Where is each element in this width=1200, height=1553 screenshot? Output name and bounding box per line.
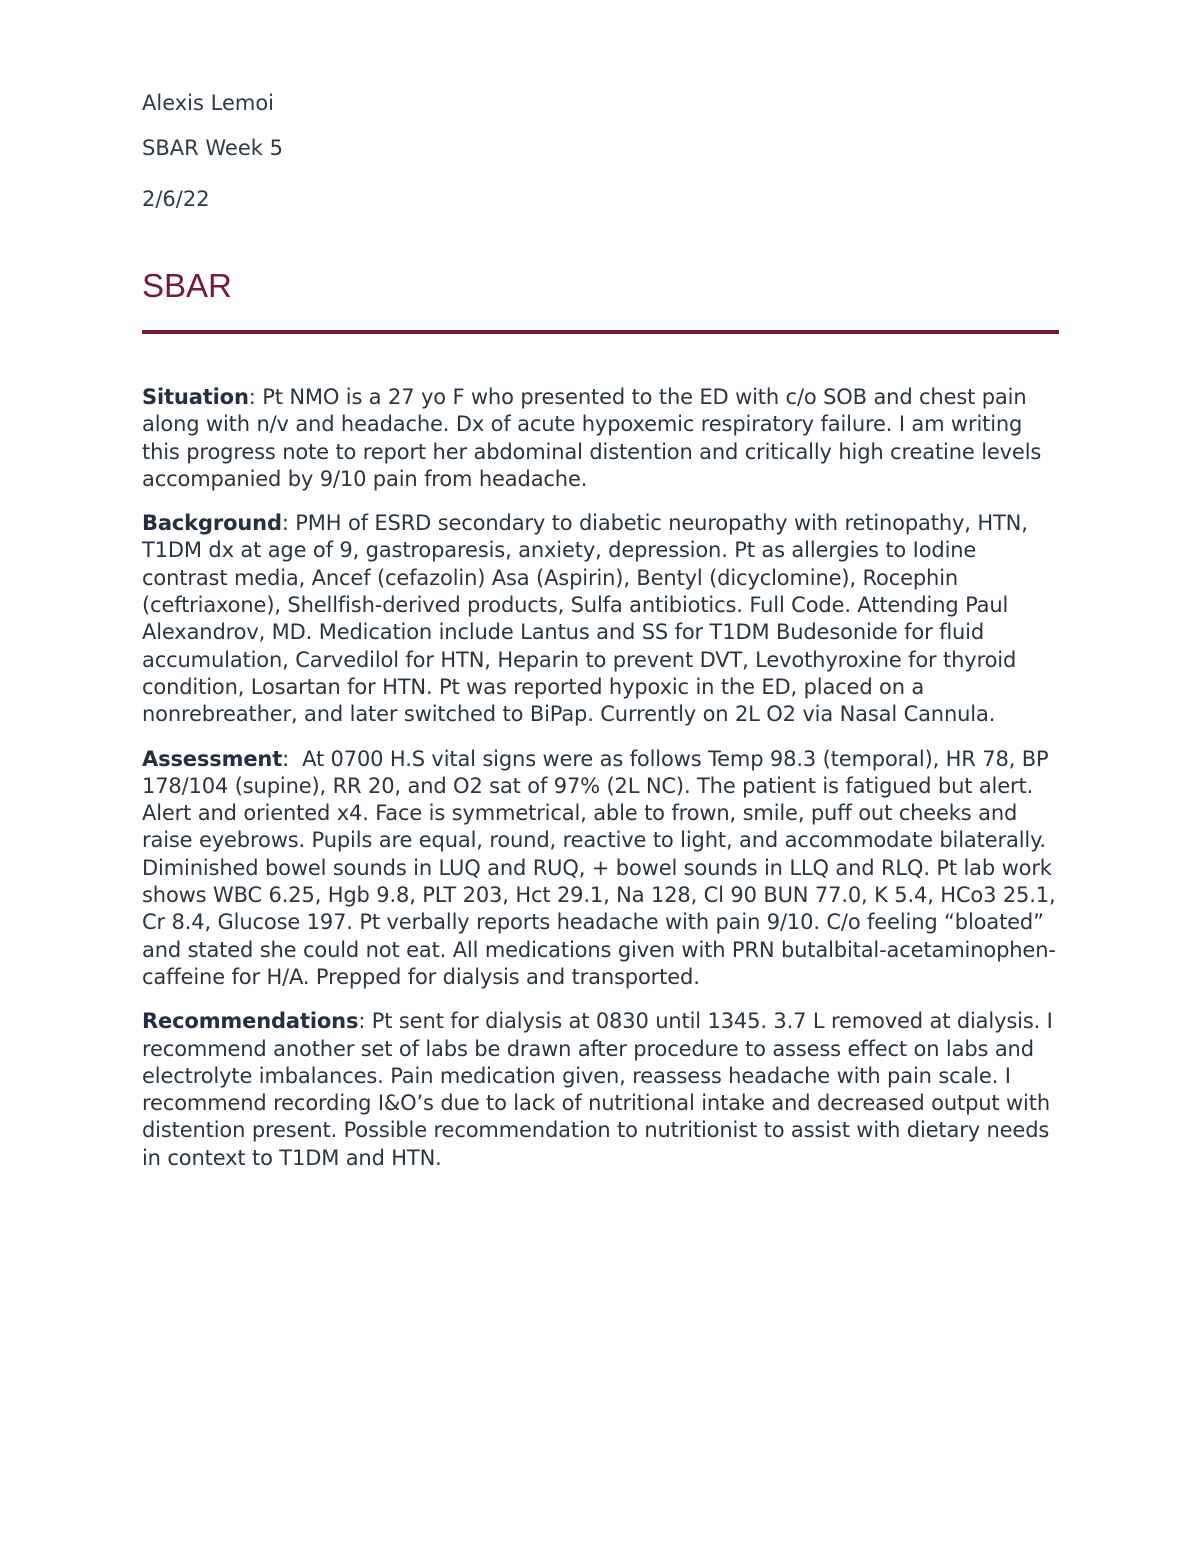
section-label: Situation bbox=[142, 385, 249, 409]
sbar-sections bbox=[142, 384, 1060, 1189]
section-text: Pt NMO is a 27 yo F who presented to the ED with c/o SOB and chest pain along with n/v and headache. Dx of acute hypoxemic respiratory failure. I am writing this progress note to report her abdominal distention and critically high creatine levels accompanied by 9/10 pain from headache. bbox=[142, 385, 1042, 491]
section-assessment bbox=[142, 746, 1060, 992]
section-label: Assessment bbox=[142, 746, 283, 771]
document-title: SBAR bbox=[142, 267, 232, 304]
section-separator: : bbox=[358, 1009, 372, 1034]
section-separator: : bbox=[281, 511, 296, 536]
section-text: PMH of ESRD secondary to diabetic neuropathy with retinopathy, HTN, T1DM dx at age of 9, gastroparesis, anxiety, depression. Pt as allergies to Iodine contrast media, Ancef (cefazolin) Asa (Aspirin), Bentyl (dicyclomine), Rocephin (ceftriaxone), Shellfish-derived products, Sulfa antibiotics. Full Code. Attending Paul Alexandrov, MD. Medication include Lantus and SS for T1DM Budesonide for fluid accumulation, Carvedilol for HTN, Heparin to prevent DVT, Levothyroxine for thyroid condition, Losartan for HTN. Pt was reported hypoxic in the ED, placed on a nonrebreather, and later switched to BiPap. Currently on 2L O2 via Nasal Cannula. bbox=[142, 511, 1028, 727]
section-label: Background bbox=[142, 511, 282, 536]
section-situation bbox=[142, 384, 1060, 493]
section-separator: : bbox=[248, 385, 263, 409]
section-label: Recommendations bbox=[142, 1009, 359, 1034]
section-background bbox=[142, 510, 1060, 728]
author-name: Alexis Lemoi bbox=[142, 91, 275, 115]
document-date: 2/6/22 bbox=[142, 187, 210, 211]
section-text: Pt sent for dialysis at 0830 until 1345. 3.7 L removed at dialysis. I recommend another set of labs be drawn after procedure to assess effect on labs and electrolyte imbalances. Pain medication given, reassess headache with pain scale. I recommend recording I&O’s due to lack of nutritional intake and decreased output with distention present. Possible recommendation to nutritionist to assist with dietary needs in context to T1DM and HTN. bbox=[142, 1009, 1053, 1170]
title-divider bbox=[142, 330, 1059, 334]
section-text: At 0700 H.S vital signs were as follows Temp 98.3 (temporal), HR 78, BP 178/104 (supine), RR 20, and O2 sat of 97% (2L NC). The patient is fatigued but alert. Alert and oriented x4. Face is symmetrical, able to frown, smile, puff out cheeks and raise eyebrows. Pupils are equal, round, reactive to light, and accommodate bilaterally. Diminished bowel sounds in LUQ and RUQ, + bowel sounds in LLQ and RLQ. Pt lab work shows WBC 6.25, Hgb 9.8, PLT 203, Hct 29.1, Na 128, Cl 90 BUN 77.0, K 5.4, HCo3 25.1, Cr 8.4, Glucose 197. Pt verbally reports headache with pain 9/10. C/o feeling “bloated” and stated she could not eat. All medications given with PRN butalbital-acetaminophen-caffeine for H/A. Prepped for dialysis and transported. bbox=[142, 746, 1056, 989]
course-title: SBAR Week 5 bbox=[142, 136, 283, 160]
section-separator: : bbox=[282, 746, 303, 771]
section-recommendations bbox=[142, 1008, 1060, 1172]
